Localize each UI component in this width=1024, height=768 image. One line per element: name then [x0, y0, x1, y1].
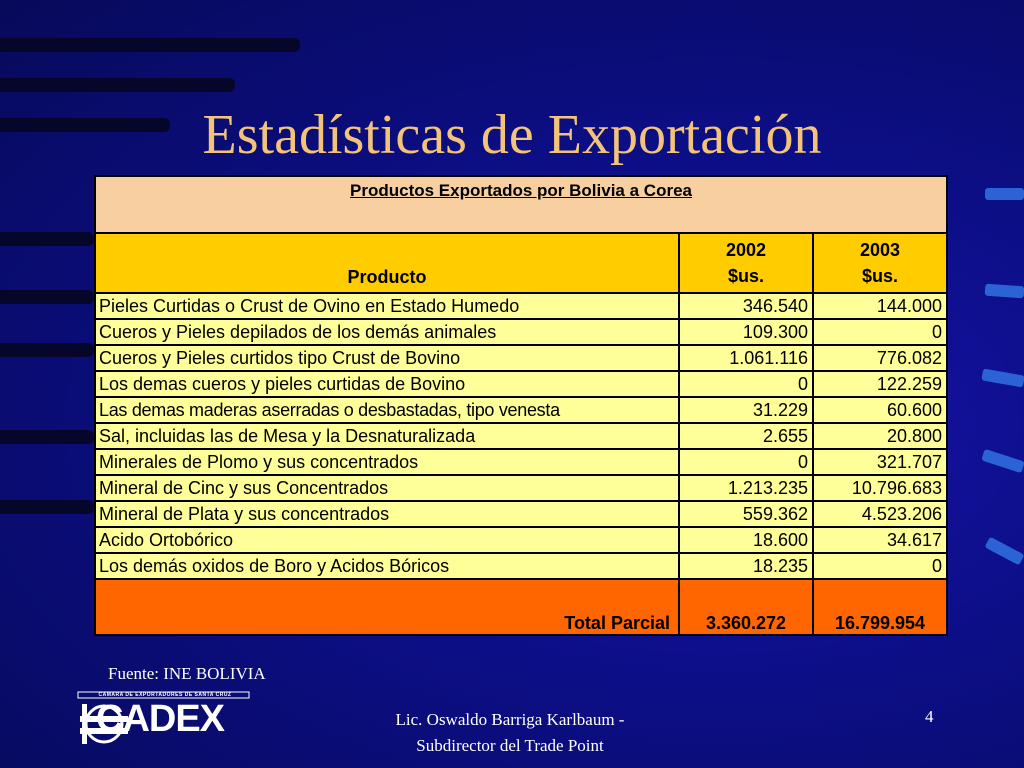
cell-2003: 4.523.206 [813, 501, 947, 527]
cell-2003: 321.707 [813, 449, 947, 475]
table-row [95, 553, 947, 579]
cell-2002: 1.213.235 [679, 475, 813, 501]
cell-product: Minerales de Plomo y sus concentrados [95, 449, 679, 475]
cell-product: Los demás oxidos de Boro y Acidos Bóricos [95, 553, 679, 579]
cell-2003: 20.800 [813, 423, 947, 449]
cell-product: Acido Ortobórico [95, 527, 679, 553]
cell-2003: 776.082 [813, 345, 947, 371]
cell-2002: 1.061.116 [679, 345, 813, 371]
cell-product: Pieles Curtidas o Crust de Ovino en Estado Humedo [95, 293, 679, 319]
header-2002 [679, 233, 813, 293]
page-number: 4 [925, 707, 934, 726]
table-caption-row [95, 176, 947, 233]
table-caption: Productos Exportados por Bolivia a Corea [350, 181, 692, 200]
cell-product: Los demas cueros y pieles curtidas de Bovino [95, 371, 679, 397]
table-row [95, 423, 947, 449]
logo-text: CADEX [96, 698, 225, 740]
cell-2002: 18.235 [679, 553, 813, 579]
decorative-stripe [0, 290, 94, 304]
cell-product: Sal, incluidas las de Mesa y la Desnaturalizada [95, 423, 679, 449]
footer-line-2: Subdirector del Trade Point [416, 736, 604, 755]
cell-2003: 0 [813, 319, 947, 345]
exports-table [94, 175, 948, 636]
decorative-stripe [0, 430, 94, 444]
cell-2002: 18.600 [679, 527, 813, 553]
cell-2002: 2.655 [679, 423, 813, 449]
header-2002-year: 2002 [725, 240, 767, 260]
total-2003: 16.799.954 [813, 579, 947, 635]
slide-title: Estadísticas de Exportación [202, 104, 822, 166]
footer-author [360, 707, 660, 759]
cell-product: Cueros y Pieles depilados de los demás animales [95, 319, 679, 345]
cell-product: Cueros y Pieles curtidos tipo Crust de Bovino [95, 345, 679, 371]
footer-line-1: Lic. Oswaldo Barriga Karlbaum - [395, 710, 625, 729]
cell-2003: 122.259 [813, 371, 947, 397]
decorative-stripe [0, 232, 94, 246]
cell-2002: 109.300 [679, 319, 813, 345]
header-2002-unit: $us. [727, 266, 765, 286]
total-2002: 3.360.272 [679, 579, 813, 635]
table-row [95, 527, 947, 553]
table-row [95, 501, 947, 527]
decorative-dash [985, 188, 1024, 200]
total-label: Total Parcial [95, 579, 679, 635]
cell-product: Mineral de Cinc y sus Concentrados [95, 475, 679, 501]
header-product: Producto [95, 233, 679, 293]
cell-2002: 31.229 [679, 397, 813, 423]
cell-2002: 0 [679, 371, 813, 397]
cell-2003: 0 [813, 553, 947, 579]
table-row [95, 345, 947, 371]
table-row [95, 319, 947, 345]
cell-2002: 0 [679, 449, 813, 475]
cell-2002: 346.540 [679, 293, 813, 319]
header-2003-unit: $us. [861, 266, 899, 286]
table-row [95, 397, 947, 423]
header-2003 [813, 233, 947, 293]
table-header-row [95, 233, 947, 293]
table-row [95, 293, 947, 319]
table-row [95, 475, 947, 501]
cell-2003: 144.000 [813, 293, 947, 319]
cell-product: Las demas maderas aserradas o desbastadas, tipo venesta [95, 397, 679, 423]
cell-product: Mineral de Plata y sus concentrados [95, 501, 679, 527]
decorative-stripe [0, 343, 94, 357]
logo-subtext: CAMARA DE EXPORTADORES DE SANTA CRUZ [98, 692, 232, 698]
table-caption-cell [95, 176, 947, 233]
cell-2003: 60.600 [813, 397, 947, 423]
table-row [95, 449, 947, 475]
source-note: Fuente: INE BOLIVIA [108, 664, 266, 683]
header-2003-year: 2003 [859, 240, 901, 260]
table-row [95, 371, 947, 397]
decorative-stripe [0, 38, 300, 52]
cell-2003: 10.796.683 [813, 475, 947, 501]
cell-2003: 34.617 [813, 527, 947, 553]
cell-2002: 559.362 [679, 501, 813, 527]
decorative-stripe [0, 78, 235, 92]
decorative-stripe [0, 500, 94, 514]
table-total-row [95, 579, 947, 635]
